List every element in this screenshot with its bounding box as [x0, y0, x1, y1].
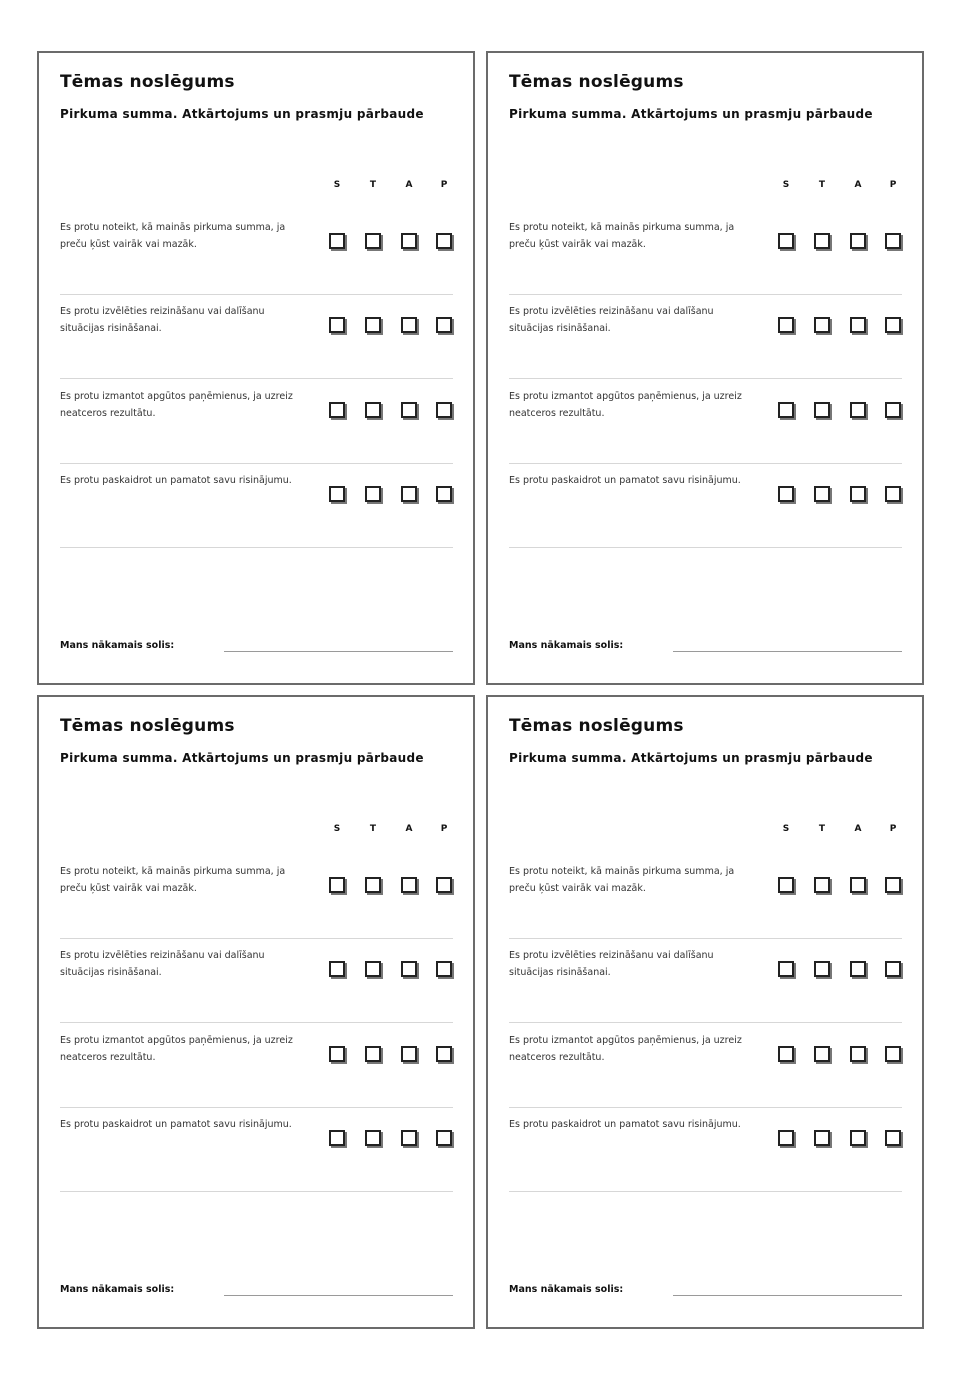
- next-step-label: Mans nākamais solis:: [60, 1284, 175, 1295]
- statement-text: Es protu izvēlēties reizināšanu vai dalīšanu situācijas risināšanai.: [509, 950, 714, 978]
- column-header-a: A: [854, 180, 862, 190]
- column-header-p: P: [440, 180, 448, 190]
- rating-checkbox-p[interactable]: [436, 961, 452, 977]
- rating-checkbox-s[interactable]: [778, 486, 794, 502]
- rating-checkbox-p[interactable]: [436, 877, 452, 893]
- statement-text: Es protu izmantot apgūtos paņēmienus, ja uzreiz neatceros rezultātu.: [509, 391, 742, 419]
- statement-row: [509, 380, 902, 464]
- column-header-t: T: [369, 180, 377, 190]
- card-subtitle: Pirkuma summa. Atkārtojums un prasmju pārbaude: [60, 107, 424, 121]
- statement-text: Es protu izmantot apgūtos paņēmienus, ja uzreiz neatceros rezultātu.: [60, 391, 293, 419]
- rating-column-headers: [776, 824, 904, 836]
- rating-checkbox-p[interactable]: [885, 402, 901, 418]
- rating-checkbox-a[interactable]: [850, 486, 866, 502]
- row-divider: [509, 547, 902, 548]
- rating-checkbox-s[interactable]: [778, 402, 794, 418]
- card-title: Tēmas noslēgums: [509, 72, 684, 92]
- rating-checkbox-a[interactable]: [850, 1046, 866, 1062]
- row-divider: [509, 1022, 902, 1023]
- column-header-s: S: [333, 824, 341, 834]
- row-divider: [509, 378, 902, 379]
- rating-checkbox-t[interactable]: [814, 1130, 830, 1146]
- rating-checkbox-a[interactable]: [850, 317, 866, 333]
- rating-checkbox-a[interactable]: [850, 402, 866, 418]
- rating-checkbox-s[interactable]: [778, 317, 794, 333]
- statement-row: [60, 295, 453, 379]
- rating-checkbox-t[interactable]: [814, 961, 830, 977]
- statement-text: Es protu izvēlēties reizināšanu vai dalīšanu situācijas risināšanai.: [60, 950, 265, 978]
- statement-row: [509, 1108, 902, 1192]
- rating-checkbox-p[interactable]: [436, 486, 452, 502]
- statement-text: Es protu izvēlēties reizināšanu vai dalīšanu situācijas risināšanai.: [509, 306, 714, 334]
- statement-row: [509, 939, 902, 1023]
- rating-column-headers: [327, 180, 455, 192]
- rating-checkbox-a[interactable]: [401, 402, 417, 418]
- rating-checkbox-t[interactable]: [365, 877, 381, 893]
- next-step-label: Mans nākamais solis:: [60, 640, 175, 651]
- statement-row: [509, 464, 902, 548]
- statement-text: Es protu noteikt, kā mainās pirkuma summa, ja preču ķūst vairāk vai mazāk.: [509, 222, 735, 250]
- reflection-card-1: [37, 51, 475, 685]
- rating-checkbox-p[interactable]: [885, 1130, 901, 1146]
- rating-checkbox-s[interactable]: [329, 486, 345, 502]
- column-header-s: S: [782, 180, 790, 190]
- card-subtitle: Pirkuma summa. Atkārtojums un prasmju pārbaude: [509, 107, 873, 121]
- rating-checkbox-a[interactable]: [850, 1130, 866, 1146]
- statement-row: [60, 1108, 453, 1192]
- statement-row: [60, 855, 453, 939]
- rating-checkbox-p[interactable]: [436, 1130, 452, 1146]
- rating-checkbox-s[interactable]: [778, 233, 794, 249]
- rating-checkbox-a[interactable]: [401, 233, 417, 249]
- rating-checkbox-t[interactable]: [365, 961, 381, 977]
- rating-checkbox-t[interactable]: [365, 317, 381, 333]
- column-header-p: P: [440, 824, 448, 834]
- rating-checkbox-p[interactable]: [885, 486, 901, 502]
- rating-checkbox-p[interactable]: [885, 877, 901, 893]
- rating-checkbox-s[interactable]: [329, 961, 345, 977]
- rating-checkbox-a[interactable]: [401, 1130, 417, 1146]
- rating-column-headers: [327, 824, 455, 836]
- column-header-a: A: [405, 824, 413, 834]
- rating-checkbox-s[interactable]: [329, 317, 345, 333]
- statement-row: [509, 1024, 902, 1108]
- card-title: Tēmas noslēgums: [60, 72, 235, 92]
- next-step-label: Mans nākamais solis:: [509, 1284, 624, 1295]
- rating-checkbox-t[interactable]: [814, 486, 830, 502]
- reflection-card-2: [486, 51, 924, 685]
- statement-text: Es protu noteikt, kā mainās pirkuma summa, ja preču ķūst vairāk vai mazāk.: [509, 866, 735, 894]
- card-title: Tēmas noslēgums: [60, 716, 235, 736]
- rating-checkbox-s[interactable]: [778, 877, 794, 893]
- rating-checkbox-t[interactable]: [365, 233, 381, 249]
- row-divider: [60, 1191, 453, 1192]
- row-divider: [60, 1022, 453, 1023]
- column-header-s: S: [782, 824, 790, 834]
- statement-row: [509, 295, 902, 379]
- rating-checkbox-t[interactable]: [814, 317, 830, 333]
- rating-checkbox-a[interactable]: [401, 486, 417, 502]
- rating-checkbox-a[interactable]: [850, 233, 866, 249]
- statement-row: [60, 380, 453, 464]
- rating-checkbox-p[interactable]: [436, 1046, 452, 1062]
- statement-text: Es protu noteikt, kā mainās pirkuma summa, ja preču ķūst vairāk vai mazāk.: [60, 866, 286, 894]
- rating-checkbox-a[interactable]: [850, 961, 866, 977]
- statement-row: [60, 939, 453, 1023]
- rating-checkbox-a[interactable]: [401, 317, 417, 333]
- rating-checkbox-t[interactable]: [814, 877, 830, 893]
- statement-row: [60, 211, 453, 295]
- column-header-p: P: [889, 824, 897, 834]
- rating-checkbox-a[interactable]: [401, 961, 417, 977]
- reflection-card-4: [486, 695, 924, 1329]
- rating-checkbox-p[interactable]: [885, 233, 901, 249]
- rating-checkbox-t[interactable]: [814, 1046, 830, 1062]
- column-header-t: T: [818, 180, 826, 190]
- statement-row: [509, 855, 902, 939]
- next-step-label: Mans nākamais solis:: [509, 640, 624, 651]
- rating-checkbox-s[interactable]: [329, 1130, 345, 1146]
- statement-text: Es protu paskaidrot un pamatot savu risinājumu.: [509, 1119, 741, 1130]
- rating-checkbox-t[interactable]: [814, 402, 830, 418]
- next-step-write-line[interactable]: [673, 651, 902, 652]
- rating-checkbox-s[interactable]: [778, 1130, 794, 1146]
- rating-checkbox-s[interactable]: [329, 233, 345, 249]
- rating-checkbox-t[interactable]: [365, 486, 381, 502]
- column-header-s: S: [333, 180, 341, 190]
- column-header-p: P: [889, 180, 897, 190]
- rating-checkbox-s[interactable]: [778, 961, 794, 977]
- rating-checkbox-s[interactable]: [329, 1046, 345, 1062]
- next-step-write-line[interactable]: [224, 1295, 453, 1296]
- statement-row: [509, 211, 902, 295]
- statement-row: [60, 464, 453, 548]
- statement-row: [60, 1024, 453, 1108]
- column-header-t: T: [369, 824, 377, 834]
- rating-checkbox-a[interactable]: [401, 877, 417, 893]
- rating-checkbox-s[interactable]: [329, 877, 345, 893]
- rating-checkbox-a[interactable]: [850, 877, 866, 893]
- row-divider: [509, 1191, 902, 1192]
- next-step-write-line[interactable]: [673, 1295, 902, 1296]
- statement-text: Es protu paskaidrot un pamatot savu risinājumu.: [60, 475, 292, 486]
- column-header-a: A: [854, 824, 862, 834]
- statement-text: Es protu paskaidrot un pamatot savu risinājumu.: [509, 475, 741, 486]
- statement-text: Es protu izvēlēties reizināšanu vai dalīšanu situācijas risināšanai.: [60, 306, 265, 334]
- rating-checkbox-t[interactable]: [814, 233, 830, 249]
- column-header-t: T: [818, 824, 826, 834]
- rating-checkbox-t[interactable]: [365, 1046, 381, 1062]
- rating-checkbox-t[interactable]: [365, 402, 381, 418]
- rating-checkbox-p[interactable]: [436, 317, 452, 333]
- row-divider: [60, 378, 453, 379]
- rating-column-headers: [776, 180, 904, 192]
- rating-checkbox-s[interactable]: [329, 402, 345, 418]
- rating-checkbox-p[interactable]: [436, 402, 452, 418]
- card-subtitle: Pirkuma summa. Atkārtojums un prasmju pārbaude: [509, 751, 873, 765]
- rating-checkbox-s[interactable]: [778, 1046, 794, 1062]
- statement-text: Es protu izmantot apgūtos paņēmienus, ja uzreiz neatceros rezultātu.: [60, 1035, 293, 1063]
- statement-text: Es protu noteikt, kā mainās pirkuma summa, ja preču ķūst vairāk vai mazāk.: [60, 222, 286, 250]
- rating-checkbox-p[interactable]: [885, 1046, 901, 1062]
- rating-checkbox-p[interactable]: [885, 961, 901, 977]
- rating-checkbox-t[interactable]: [365, 1130, 381, 1146]
- rating-checkbox-a[interactable]: [401, 1046, 417, 1062]
- rating-checkbox-p[interactable]: [436, 233, 452, 249]
- statement-text: Es protu izmantot apgūtos paņēmienus, ja uzreiz neatceros rezultātu.: [509, 1035, 742, 1063]
- column-header-a: A: [405, 180, 413, 190]
- card-title: Tēmas noslēgums: [509, 716, 684, 736]
- next-step-write-line[interactable]: [224, 651, 453, 652]
- statement-text: Es protu paskaidrot un pamatot savu risinājumu.: [60, 1119, 292, 1130]
- rating-checkbox-p[interactable]: [885, 317, 901, 333]
- row-divider: [60, 547, 453, 548]
- reflection-card-3: [37, 695, 475, 1329]
- card-subtitle: Pirkuma summa. Atkārtojums un prasmju pārbaude: [60, 751, 424, 765]
